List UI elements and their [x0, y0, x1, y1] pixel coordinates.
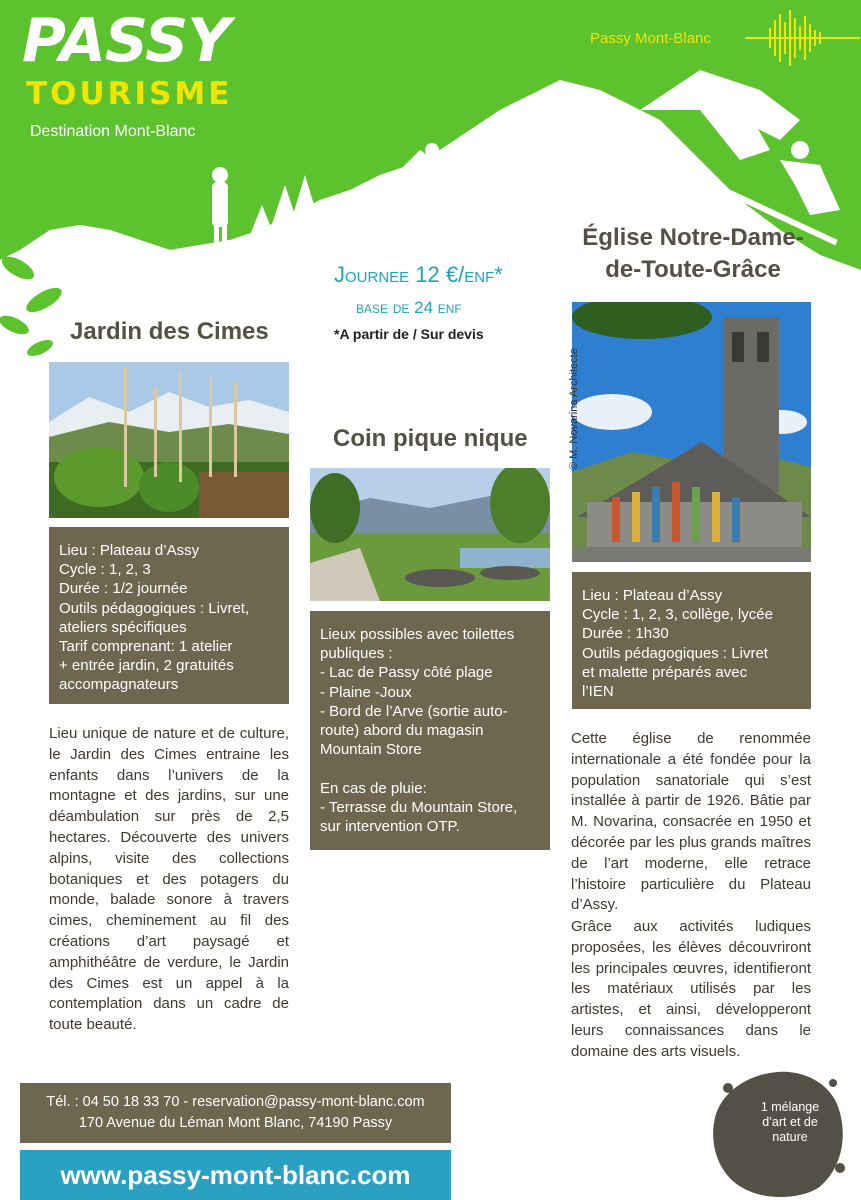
- picnic-info-line: En cas de pluie:: [320, 779, 427, 797]
- logo-tagline: Destination Mont-Blanc: [30, 123, 196, 140]
- picnic-info-line: sur intervention OTP.: [320, 818, 460, 836]
- eglise-info-box: [572, 572, 811, 709]
- picnic-info-line: publiques :: [320, 645, 393, 663]
- badge-line-3: nature: [772, 1130, 808, 1144]
- logo-tourisme: TOURISME: [26, 76, 233, 112]
- picnic-info-line: - Bord de l’Arve (sortie auto-: [320, 702, 508, 720]
- photo-credit: © M. Novarina Architecte: [568, 348, 580, 470]
- price-note: *A partir de / Sur devis: [334, 326, 484, 342]
- jardin-info-line: ateliers spécifiques: [59, 618, 187, 636]
- jardin-info-line: Durée : 1/2 journée: [59, 580, 188, 598]
- jardin-info-line: Lieu : Plateau d’Assy: [59, 542, 200, 559]
- website-link[interactable]: www.passy-mont-blanc.com: [20, 1150, 451, 1200]
- jardin-info-line: Cycle : 1, 2, 3: [59, 561, 151, 579]
- contact-address: 170 Avenue du Léman Mont Blanc, 74190 Passy: [78, 1115, 393, 1131]
- eglise-info-line: Durée : 1h30: [582, 625, 669, 643]
- picnic-photo: [310, 468, 550, 601]
- badge-line-1: 1 mélange: [760, 1100, 820, 1114]
- price-line-1: Journee 12 €/enf*: [334, 262, 503, 287]
- eglise-photo: [572, 302, 811, 562]
- jardin-info-line: Outils pédagogiques : Livret,: [59, 599, 250, 617]
- picnic-info-line: Mountain Store: [320, 741, 422, 759]
- contact-box: [20, 1083, 451, 1143]
- eglise-info-line: Cycle : 1, 2, 3, collège, lycée: [582, 606, 773, 624]
- eglise-title-line-1: Église Notre-Dame-: [582, 224, 804, 251]
- eglise-title-line-2: de-Toute-Grâce: [605, 256, 781, 283]
- contact-phone-email: Tél. : 04 50 18 33 70 - reservation@passy-mont-blanc.com: [46, 1094, 425, 1110]
- picnic-info-line: - Plaine -Joux: [320, 683, 412, 701]
- eglise-info-line: Outils pédagogiques : Livret: [582, 644, 768, 662]
- logo-passy: PASSY: [22, 6, 230, 76]
- eglise-info-line: et malette préparés avec: [582, 663, 748, 681]
- picnic-info-line: - Lac de Passy côté plage: [320, 664, 493, 682]
- picnic-info-box: [310, 611, 550, 850]
- picnic-info-line: route) abord du magasin: [320, 722, 484, 740]
- jardin-info-box: [49, 527, 289, 704]
- picnic-info-line: [320, 759, 540, 778]
- picnic-title: Coin pique nique: [333, 425, 528, 452]
- price-line-2: base de 24 enf: [356, 298, 462, 317]
- jardin-info-line: Tarif comprenant: 1 atelier: [59, 638, 233, 656]
- jardin-photo: [49, 362, 289, 518]
- eglise-info-line: Lieu : Plateau d’Assy: [582, 587, 723, 604]
- eglise-info-line: l’IEN: [582, 683, 614, 701]
- jardin-description: Lieu unique de nature et de culture, le Jardin des Cimes entraine les enfants dans l’univers de la montagne et des jardins, sur une déambulation sur près de 2,5 hectares. Découverte des univers alpins, visite des collections botaniques et des potagers du monde, balade sonore à travers cimes, cheminement au fil des créations d’art paysagé et amphithéâtre de verdure, le Jardin des Cimes est un appel à la contemplation dans un cadre de toute beauté.: [49, 725, 289, 1034]
- badge-line-2: d’art et de: [762, 1115, 818, 1129]
- eglise-description-1: Cette église de renommée internationale a été fondée pour la population sanatoriale qui s’est installée à partir de 1926. Bâtie par M. Novarina, consacrée en 1950 et décorée par les plus grands maîtres de l’art moderne, elle retrace l’histoire particulière du Plateau d’Assy.: [571, 730, 811, 914]
- picnic-info-line: - Terrasse du Mountain Store,: [320, 798, 518, 816]
- brand-top-right: Passy Mont-Blanc: [590, 30, 711, 47]
- jardin-title: Jardin des Cimes: [70, 318, 269, 345]
- jardin-info-line: accompagnateurs: [59, 676, 179, 694]
- jardin-info-line: + entrée jardin, 2 gratuités: [59, 657, 234, 675]
- picnic-info-line: Lieux possibles avec toilettes: [320, 626, 515, 643]
- eglise-title: [573, 222, 813, 286]
- badge-text: [738, 1100, 842, 1145]
- eglise-description-2: Grâce aux activités ludiques proposées, les élèves découvriront les principales œuvres, identifieront les matériaux utilisés par les artistes, et ainsi, développeront leurs connaissances dans le domaine des arts visuels.: [571, 918, 811, 1060]
